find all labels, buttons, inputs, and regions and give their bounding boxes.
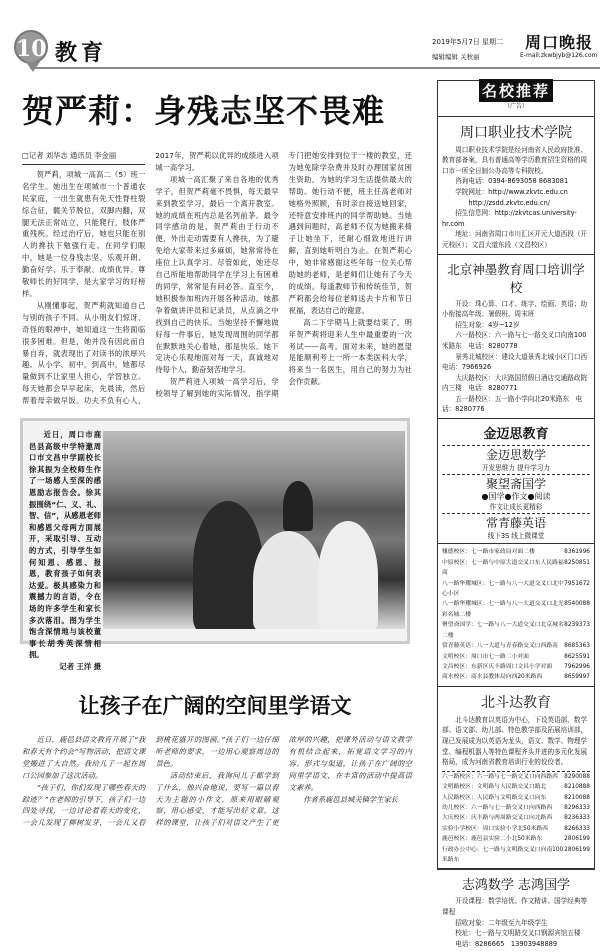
ad-zkvtc — [438, 117, 594, 255]
banner-note: （广告） — [503, 103, 528, 110]
ad-text: 开设：珠心算、口才、练字、绘画、英语；幼小衔接高年级、暑假班、周末班 — [442, 299, 588, 319]
paragraph: 贺严莉进入项城一高学习后，学校领导了解到她的实际情况，指学期专门把她安排到位于一楼的教室，还为她免除学杂费并及时办理国家贫困生资助，为她的学习生活提供最大的帮助。她行动不便，班主任高老师对她格外照顾，有时亲自接送她回家，还特意安排班内的同学帮助她。当她遇到问题时，高老师不仅为她搬来椅子让她坐下，还耐心细致地进行讲解，直到她听明白为止。在贺严莉心中，她非常感谢这些年每一位关心帮助她的老师，是老师们让她有了今天的成绩。每逢教师节和传统佳节，贺严莉都会给每位老师送去卡片和节日祝福，表达自己的谢意。 — [155, 151, 412, 399]
campus-phone: 8290088 — [564, 773, 590, 780]
ad-address: 校址：七一路与文明路交叉口钢源宾馆五楼 — [455, 929, 581, 938]
campus-row — [442, 824, 590, 834]
campus-address: 人民路校区：人民路与文明路交叉口向东 — [442, 794, 547, 801]
paragraph: 作者系鹿邑县城关镇学生家长 — [303, 794, 399, 804]
campus-phone: 8239373 — [564, 622, 590, 629]
campus-phone: 8266333 — [564, 825, 590, 832]
ad-address: 地址：河南省周口市川汇区开元大道西段（开元校区）；文昌大道东段（文昌校区） — [442, 230, 588, 249]
slogan: ●国学●作文●阅读 — [481, 491, 551, 501]
paragraph: 活动结束后，我询问儿子都学到了什么，他兴奋地说，要写一篇以春天为主题的小作文，原来用眼睛观察，用心感受，才能写出好文章。这样的课堂，让孩子们对语文产生了更浓厚的兴趣，把课外活动与语文教学有机结合起来，拓宽语文学习的内容、形式与渠道，让孩子在广阔的空间里学语文，在丰富的活动中提高语文素养。 — [155, 735, 412, 828]
campus-phone: 7962996 — [564, 663, 590, 670]
article-headline: 贺严莉：身残志坚不畏难 — [22, 92, 386, 130]
campus-phone: 8296333 — [564, 804, 590, 811]
campus-row — [442, 547, 590, 557]
editor: 编辑编辑 关秋丽 — [432, 53, 480, 61]
campus-row — [442, 772, 590, 782]
campus-address: 聚望斋国学：七一路与八一大道交叉口北京城名二楼 — [442, 622, 564, 639]
campus-address: 幼儿校区：六一路与七一路交叉口向西路西 — [442, 804, 553, 811]
ad-text: 招收对象：二年级至九年级学生 — [455, 918, 548, 927]
campus-row — [442, 662, 590, 672]
photo-caption — [29, 429, 101, 672]
campus-phone: 8361996 — [564, 549, 590, 556]
paragraph: 高二下学期马上就要结束了，明年贺严莉将迎来人生中最重要的一次考试——高考。面对未来，她的愿望是能顺利考上一所一本类医科大学，将来当一名医生，用自己的努力为社会作贡献。 — [288, 317, 412, 387]
ad-title: 志鸿数学 志鸿国学 — [461, 878, 571, 894]
campus-phone: 8685363 — [564, 643, 590, 650]
campus-phone: 8236333 — [564, 815, 590, 822]
paragraph: 贺严莉，项城一高高二（5）班一名学生。她出生在项城市一个普通农民家庭，一出生就患有先天性脊柱裂综合征，髋关节脱位，双脚内翻，双腿无法正常站立，只能爬行，肢体严重残疾。经过治疗后，她也只能在别人的搀扶下勉强行走。在同学们眼中，她是一位身残志坚、乐观开朗、勤奋好学、乐于奉献、成绩优异、尊敬师长的好同学，是大家学习的好榜样。 — [22, 169, 146, 298]
campus: 五一路校区：五一路小学向北20米路东 电话：8280776 — [442, 394, 583, 414]
article-headline: 让孩子在广阔的空间里学语文 — [78, 694, 352, 718]
ad-link[interactable]: 学院网址：http://www.zkvtc.edu.cn — [455, 187, 568, 196]
ad-beidouda — [438, 687, 594, 870]
slogan: 线下3S 线上微课堂 — [487, 531, 545, 540]
ad-title: 北斗达教育 — [481, 694, 551, 711]
issue-date: 2019年5月7日 星期二 — [432, 38, 503, 46]
campus-list — [438, 544, 594, 686]
campus-phone: 7951672 — [564, 580, 590, 587]
campus-address: 实验小学校区：周口实验小学北50米路西 — [442, 825, 548, 832]
campus-address: 八一路华耀城区：七一路与八一大道交叉口北中心小区 — [442, 580, 564, 598]
campus-row — [442, 813, 590, 823]
campus-row — [442, 620, 590, 641]
campus-row — [442, 641, 590, 651]
campus-address: 行政办公中心：七一路与文明路交叉口向南100米路东 — [442, 846, 564, 863]
campus-address: 赚德校区：七一路市家政局对面二楼 — [442, 549, 535, 556]
photo-credit: 记者 王洋 摄 — [59, 661, 101, 671]
ad-text: 北斗达教育以英语为中心，下设英语部、数学部、语文部、幼儿部、特色教学部及拓展培训部，现已发展成为以英语为龙头，语文、数学、物理学堂、编程机器人等特色课程齐头并进的多元化发展格局，成为河南省教育培训行业的佼佼者。 — [442, 715, 588, 767]
ad-text: 招生对象：4岁~12岁 — [455, 320, 520, 329]
paragraph: 近日，鹿邑县语文教育开展了“我和春天有个约会”写物活动，把语文课堂搬进了大自然。我给儿子一起在周口公园参加了这次活动。 — [22, 735, 146, 780]
news-photo — [103, 431, 405, 629]
campus-row — [442, 803, 590, 813]
campus-address: 大庆校区：庆丰路与两周路交叉口向北路西 — [442, 815, 553, 822]
campus-phone: 8540088 — [564, 601, 590, 608]
ad-text: 开设课程：数学培优、作文精讲、国学经典等课程 — [442, 897, 588, 916]
campus-address: 中原校区：七一路与中原大道交叉口东人民路福商 — [442, 559, 564, 577]
caption-text: 近日，周口市鹿邑县高级中学特邀周口市文昌中学副校长徐其振为全校师生作了一场感人至深的感恩励志报告会。徐其振围绕“仁、义、礼、智、信”，从感恩老师和感恩父母两方面展开，采取引导、互动的方式，引导学生如何知恩、感恩、报恩，教育孩子如何表达爱。极具感染力和震撼力的言语，令在场的许多学生和家长多次落泪。图为学生饱含深情地与该校董事长胡秀英深情相拥。 — [29, 430, 101, 660]
campus-row — [442, 672, 590, 682]
newspaper-logo: 周口晚报 — [525, 33, 594, 52]
campus-phone: 8659997 — [564, 674, 590, 681]
campus-row — [442, 558, 590, 579]
article-body — [22, 150, 412, 408]
campus-phone: 2806199 — [564, 846, 590, 853]
ad-title: 北京神墨教育周口培训学校 — [447, 261, 585, 295]
campus-address: 文昌校区：东新区庆丰路周口文昌小学对面 — [442, 663, 553, 670]
paragraph: 从刚懂事起，贺严莉就知道自己与别的孩子不同。从小朋友们惊讶、奇怪的眼神中，她知道这一生将面临很多困难。但是，她并没有因此而自暴自弃，就表现出了对读书的浓厚兴趣。从小学、初中，到高中，她都尽量做到不让家里人担心，学習独立。每天她都会早早起床，先晨读，然后帮着母亲做早饭。功夫不负有心人，2017年，贺严莉以优异的成绩进入项城一高学习。 — [22, 151, 279, 406]
email: E-mail:zkwbjyb@126.com — [520, 52, 598, 59]
campus-row — [442, 793, 590, 803]
campus-row — [442, 782, 590, 792]
campus-row — [442, 652, 590, 662]
campus-address: 鹿邑校区：鹿邑县实验二小北50米路东 — [442, 836, 543, 843]
campus-row — [442, 599, 590, 620]
photo-news — [20, 418, 410, 671]
page-number: 10 — [14, 30, 48, 64]
article-body — [22, 734, 412, 893]
slogan: 作文让成长更精彩 — [489, 503, 543, 512]
ad-link[interactable]: 招生信息网：http://zkvtcas.university-hr.com — [442, 209, 577, 228]
sub-brand: 金迈思数学 — [485, 448, 546, 463]
campus-address: 文明校区：周口市七一路二小对面 — [442, 653, 529, 660]
ad-zhihong — [438, 869, 594, 952]
campus-phone: 8210888 — [564, 784, 590, 791]
campus-address: 文明路校区：文明路与人民路交叉口路北 — [442, 784, 547, 791]
campus: 六一路校区：六一路与七一路交叉口向南100米路东 电话：8280778 — [442, 331, 587, 350]
ad-banner — [438, 81, 594, 117]
campus-row — [442, 845, 590, 866]
campus-list — [442, 771, 590, 866]
section-title: 教育 — [55, 40, 108, 66]
ad-title: 金迈思教育 — [483, 427, 549, 443]
campus-address: 商水校区：商水县教体局向西20米路西 — [442, 674, 543, 681]
ad-column — [437, 80, 595, 948]
byline: □记者 刘华志 通讯员 李金丽 — [22, 150, 145, 165]
campus-address: 八一路华耀城区：七一路与八一大道交叉口北光彩名城二楼 — [442, 601, 564, 618]
header-rule — [30, 67, 600, 69]
paragraph: 项城一高汇聚了来自各地的优秀学子，但贺严莉毫不畏惧，每天最早来到教室学习，最后一个离开教室。她的成绩在班内总是名列前茅。最令同学感动的是，贺严莉由于行动不便，外出走动需要有人搀扶，为了避免给大家带来过多麻烦，她常常待在座位上认真学习。尽管如此，她还尽自己所能地帮助同学在学习上有困难的同学，常常是有问必答。直至今，她积极参加班内开展各种活动，她都争着做讲评员和记录员，从点滴之中找到自己的快乐。当她坚持不懈地做好每一件事后，她发现周围的同学都在默默地关心着她，那是快乐。她下定决心乐观地面对每一天，真诚地对待每个人，勤奋刻苦地学习。 — [155, 174, 279, 375]
banner-title: 名校推荐 — [479, 79, 553, 102]
campus-phone: 2806199 — [564, 836, 590, 843]
paragraph: “孩子们，你们发现了哪些春天的踪迹？”在老师的引导下，孩子们一边四处寻找，一边讨论着春天的变化，一会儿发现了柳树发芽，一会儿又看到桃花盛开的图画。”孩子们一边仔细听老师的要求，一边用心观察周边的景色。 — [22, 735, 279, 828]
ad-title: 周口职业技术学院 — [460, 124, 572, 141]
campus-address: 六一路校区：六一路与七一路交叉口向西路西 — [442, 773, 558, 780]
ad-jinmaisi — [438, 419, 594, 544]
campus-row — [442, 834, 590, 844]
campus: 景秀北城校区：建设大道景秀北城小区门口西 电话：7966926 — [442, 352, 594, 372]
ad-text: 周口职业技术学院是经河南省人民政府批准、教育部备案，具有普通高等学历教育招生资格的周口市一所全日制公办高等专科院校。 — [442, 145, 588, 175]
ad-phone: 咨询电话：0394-8693058 8683081 — [455, 177, 569, 186]
campus: 大庆路校区：大庆路国贸假日酒店交通路政院内三楼 电话：8280771 — [442, 373, 588, 393]
ad-shentong — [438, 255, 594, 420]
ad-link[interactable]: http://zsdd.zkvtc.edu.cn/ — [468, 198, 550, 207]
campus-phone: 8250851 — [564, 559, 590, 566]
campus-address: 常青藤英语：八一大道与青春路交叉口西路南 — [442, 643, 558, 650]
sub-brand: 常青藤英语 — [485, 515, 546, 530]
campus-row — [442, 579, 590, 600]
ad-phone: 电话：8286665 13903948889 — [455, 939, 558, 948]
campus-phone: 8625591 — [564, 653, 590, 660]
slogan: 开发思维力 提升学习力 — [481, 464, 551, 473]
campus-phone: 8210088 — [564, 794, 590, 801]
sub-brand: 聚望斋国学 — [485, 476, 546, 491]
